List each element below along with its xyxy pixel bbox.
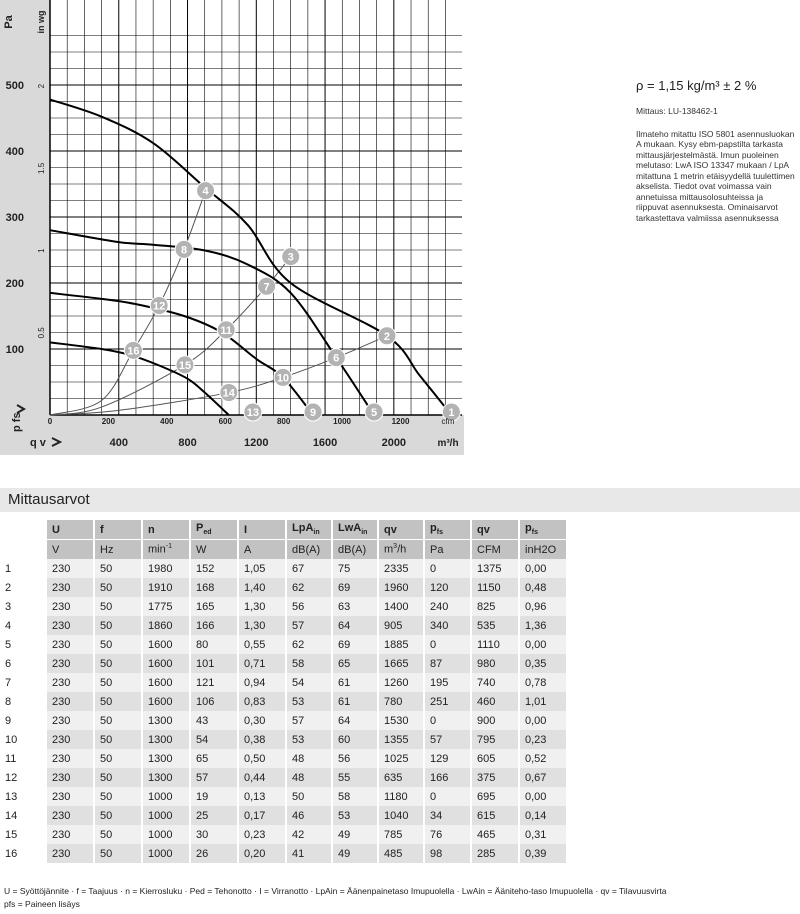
column-unit: dB(A) [286,540,332,560]
table-cell: 63 [332,597,378,616]
table-cell: 485 [378,844,424,863]
column-unit: inH2O [519,540,567,560]
table-cell: 62 [286,635,332,654]
table-row [0,787,567,806]
table-cell: 230 [46,768,94,787]
x-alt-unit-label: cfm [441,417,455,426]
table-cell: 0,20 [238,844,286,863]
table-row [0,692,567,711]
table-cell: 240 [424,597,471,616]
table-cell: 465 [471,825,519,844]
table-cell: 1 [0,559,46,578]
table-cell: 1180 [378,787,424,806]
y-alt-unit-label: in wg [36,10,46,34]
table-cell: 57 [424,730,471,749]
measurement-table [0,520,568,863]
operating-point-label: 14 [222,387,235,400]
table-cell: 2 [0,578,46,597]
table-cell: 50 [286,787,332,806]
operating-point-label: 8 [181,244,188,257]
table-cell: 166 [190,616,238,635]
table-cell: 1860 [142,616,190,635]
table-cell: 11 [0,749,46,768]
table-cell: 1300 [142,711,190,730]
table-cell: 230 [46,635,94,654]
air-density: ρ = 1,15 kg/m³ ± 2 % [636,78,757,93]
table-cell: 50 [94,597,142,616]
table-cell: 166 [424,768,471,787]
column-unit: dB(A) [332,540,378,560]
y-tick-label: 400 [5,146,24,158]
table-cell: 50 [94,806,142,825]
table-cell: 1000 [142,806,190,825]
measurement-ref: Mittaus: LU-138462-1 [636,106,718,116]
table-row [0,806,567,825]
column-header: LwA$_{in}$ [332,520,378,540]
table-cell: 0,50 [238,749,286,768]
table-row [0,768,567,787]
table-cell: 230 [46,749,94,768]
column-unit: Pa [424,540,471,560]
table-cell: 54 [190,730,238,749]
table-cell: 0,13 [238,787,286,806]
table-cell: 230 [46,730,94,749]
operating-point-label: 15 [178,359,192,372]
plot-area [50,0,464,415]
table-row [0,673,567,692]
x-axis-label: q v [30,437,46,449]
table-cell: 56 [286,597,332,616]
table-cell: 50 [94,635,142,654]
column-header: LpA$_{in}$ [286,520,332,540]
table-cell: 65 [332,654,378,673]
footnote-line-2: pfs = Paineen lisäys [4,899,80,909]
table-cell: 695 [471,787,519,806]
table-row [0,559,567,578]
column-unit: Hz [94,540,142,560]
table-header-units [0,540,567,560]
table-cell: 1,40 [238,578,286,597]
table-cell: 57 [286,711,332,730]
x-alt-tick-label: 1200 [391,417,410,426]
footnote [4,885,796,911]
table-cell: 50 [94,692,142,711]
table-cell: 121 [190,673,238,692]
table-cell: 58 [286,654,332,673]
table-cell: 50 [94,616,142,635]
operating-point-label: 6 [333,352,340,365]
table-cell: 26 [190,844,238,863]
x-alt-tick-label: 600 [218,417,232,426]
table-cell: 1600 [142,673,190,692]
column-unit: $\min^{-1}$ [142,540,190,560]
table-cell: 16 [0,844,46,863]
table-cell: 615 [471,806,519,825]
column-header: $p_{fs}$ [519,520,567,540]
table-cell: 76 [424,825,471,844]
table-cell: 12 [0,768,46,787]
table-row [0,635,567,654]
table-cell: 230 [46,711,94,730]
table-cell: 50 [94,711,142,730]
table-cell: 53 [286,730,332,749]
table-row [0,654,567,673]
table-cell: 67 [286,559,332,578]
table-cell: 1775 [142,597,190,616]
table-row [0,711,567,730]
y-tick-label: 300 [5,212,24,224]
column-unit: CFM [471,540,519,560]
table-cell: 230 [46,578,94,597]
table-cell: 0,30 [238,711,286,730]
table-cell: 54 [286,673,332,692]
table-cell: 230 [46,559,94,578]
section-title: Mittausarvot [0,488,800,512]
table-body [0,559,567,863]
table-cell: 0,23 [519,730,567,749]
table-cell: 1300 [142,749,190,768]
table-cell: 1000 [142,825,190,844]
table-cell: 64 [332,616,378,635]
table-cell: 1,30 [238,597,286,616]
table-cell: 0,39 [519,844,567,863]
table-cell: 1025 [378,749,424,768]
table-cell: 0,35 [519,654,567,673]
table-cell: 0,38 [238,730,286,749]
table-cell: 230 [46,616,94,635]
table-cell: 0,23 [238,825,286,844]
table-cell: 10 [0,730,46,749]
table-cell: 53 [332,806,378,825]
table-cell: 0,00 [519,711,567,730]
table-cell: 8 [0,692,46,711]
column-unit: A [238,540,286,560]
table-cell: 48 [286,749,332,768]
table-cell: 230 [46,787,94,806]
table-cell: 0,17 [238,806,286,825]
table-cell: 230 [46,692,94,711]
table-cell: 0,94 [238,673,286,692]
table-cell: 795 [471,730,519,749]
table-cell: 1,36 [519,616,567,635]
table-cell: 0 [424,635,471,654]
x-alt-tick-label: 200 [101,417,116,426]
table-cell: 605 [471,749,519,768]
table-cell: 50 [94,578,142,597]
operating-point-label: 3 [287,251,294,264]
table-header-names [0,520,567,540]
table-cell: 98 [424,844,471,863]
operating-point-label: 7 [263,281,270,294]
table-cell: 14 [0,806,46,825]
operating-point-label: 11 [220,324,233,337]
table-row [0,730,567,749]
table-cell: 62 [286,578,332,597]
column-header: n [142,520,190,540]
table-cell: 50 [94,825,142,844]
info-panel [636,78,796,223]
column-header: qv [471,520,519,540]
table-cell: 0,14 [519,806,567,825]
table-row [0,825,567,844]
table-cell: 1980 [142,559,190,578]
table-cell: 0,96 [519,597,567,616]
table-cell: 34 [424,806,471,825]
x-alt-tick-label: 800 [276,417,291,426]
table-cell: 1,30 [238,616,286,635]
table-cell: 1885 [378,635,424,654]
measurement-description: Ilmateho mitattu ISO 5801 asennusluokan A mukaan. Kysy ebm-papstilta tarkasta mittausjärjestelmästä. Imun puoleinen melutaso: LwA ISO 13347 mukaan / LpA mitattuna 1 metrin etäisyydellä tuulettimen akselista. Tiedot ovat voimassa vain annetuissa mittausolosuhteissa ja riippuvat asennuksesta. Ominaisarvot tarkastettava valmiissa asennuksessa [636,128,795,223]
table-cell: 285 [471,844,519,863]
table-cell: 375 [471,768,519,787]
x-unit-label: m³/h [437,438,459,449]
table-cell: 1110 [471,635,519,654]
y-tick-label: 100 [5,344,24,356]
operating-point-label: 16 [127,345,140,358]
table-row [0,616,567,635]
x-alt-tick-label: 400 [160,417,174,426]
table-cell: 1960 [378,578,424,597]
table-cell: 42 [286,825,332,844]
y-axis-label: p fs [11,412,23,432]
table-cell: 43 [190,711,238,730]
table-cell: 61 [332,692,378,711]
table-cell: 1,01 [519,692,567,711]
table-cell: 6 [0,654,46,673]
table-row [0,597,567,616]
table-cell: 230 [46,844,94,863]
table-cell: 50 [94,559,142,578]
table-cell: 635 [378,768,424,787]
table-cell: 50 [94,844,142,863]
table-cell: 230 [46,825,94,844]
table-cell: 61 [332,673,378,692]
table-cell: 2335 [378,559,424,578]
table-cell: 58 [332,787,378,806]
table-cell: 64 [332,711,378,730]
table-row [0,844,567,863]
table-cell: 1400 [378,597,424,616]
table-cell: 535 [471,616,519,635]
table-cell: 1600 [142,692,190,711]
table-cell: 50 [94,768,142,787]
table-cell: 69 [332,635,378,654]
table-cell: 75 [332,559,378,578]
y-alt-tick-label: 1 [37,248,46,253]
table-cell: 13 [0,787,46,806]
table-cell: 1300 [142,768,190,787]
table-cell: 49 [332,825,378,844]
table-cell: 825 [471,597,519,616]
column-unit: W [190,540,238,560]
table-cell: 49 [332,844,378,863]
x-tick-label: 800 [178,437,197,449]
table-cell: 780 [378,692,424,711]
table-cell: 50 [94,654,142,673]
operating-point-label: 13 [246,407,259,419]
table-cell: 1375 [471,559,519,578]
table-cell: 9 [0,711,46,730]
table-cell: 106 [190,692,238,711]
table-cell: 1040 [378,806,424,825]
table-cell: 1910 [142,578,190,597]
table-cell: 50 [94,673,142,692]
table-cell: 980 [471,654,519,673]
table-cell: 30 [190,825,238,844]
table-cell: 0 [424,559,471,578]
x-tick-label: 2000 [381,437,407,449]
table-cell: 4 [0,616,46,635]
table-cell: 340 [424,616,471,635]
table-cell: 5 [0,635,46,654]
table-cell: 0,31 [519,825,567,844]
column-header: f [94,520,142,540]
table-cell: 905 [378,616,424,635]
table-cell: 168 [190,578,238,597]
operating-point-label: 9 [309,407,317,419]
x-tick-label: 1600 [312,437,338,449]
table-cell: 1000 [142,787,190,806]
table-cell: 230 [46,654,94,673]
y-unit-label: Pa [3,15,15,29]
column-header: qv [378,520,424,540]
table-cell: 0,48 [519,578,567,597]
table-cell: 165 [190,597,238,616]
table-cell: 19 [190,787,238,806]
table-cell: 50 [94,730,142,749]
y-alt-tick-label: 1.5 [37,162,46,174]
table-cell: 1600 [142,635,190,654]
table-cell: 1000 [142,844,190,863]
table-cell: 65 [190,749,238,768]
table-cell: 57 [286,616,332,635]
operating-point-label: 2 [383,330,391,343]
table-cell: 0,00 [519,787,567,806]
table-cell: 129 [424,749,471,768]
table-cell: 3 [0,597,46,616]
table-cell: 15 [0,825,46,844]
table-cell: 0,78 [519,673,567,692]
table-cell: 101 [190,654,238,673]
y-tick-label: 500 [5,80,24,92]
table-cell: 41 [286,844,332,863]
table-cell: 195 [424,673,471,692]
table-cell: 1665 [378,654,424,673]
column-unit: $m^3/h$ [378,540,424,560]
table-cell: 25 [190,806,238,825]
table-cell: 0,67 [519,768,567,787]
table-cell: 0,71 [238,654,286,673]
table-cell: 50 [94,787,142,806]
table-cell: 0,00 [519,559,567,578]
table-cell: 230 [46,673,94,692]
column-header: U [46,520,94,540]
table-cell: 53 [286,692,332,711]
table-cell: 1150 [471,578,519,597]
table-row [0,749,567,768]
x-tick-label: 1200 [244,437,269,449]
table-cell: 785 [378,825,424,844]
operating-point-label: 1 [448,407,455,419]
table-cell: 0 [424,787,471,806]
table-cell: 50 [94,749,142,768]
table-cell: 1260 [378,673,424,692]
operating-point-label: 12 [153,300,166,313]
table-cell: 230 [46,806,94,825]
table-cell: 1300 [142,730,190,749]
table-cell: 0,00 [519,635,567,654]
footnote-line-1: U = Syöttöjännite · f = Taajuus · n = Kierrosluku · Ped = Tehonotto · I = Virranotto · LpAin = Äänenpainetaso Imupuolella · LwAin = Ääniteho-taso Imupuolella · qv = Tilavuusvirta [4,886,667,896]
operating-point-label: 5 [370,407,378,419]
table-cell: 0,52 [519,749,567,768]
table-cell: 80 [190,635,238,654]
column-header: $p_{fs}$ [424,520,471,540]
x-tick-label: 400 [109,437,128,449]
table-row [0,578,567,597]
table-cell: 251 [424,692,471,711]
table-cell: 87 [424,654,471,673]
table-cell: 0,83 [238,692,286,711]
table-cell: 120 [424,578,471,597]
table-cell: 57 [190,768,238,787]
table-cell: 460 [471,692,519,711]
table-cell: 55 [332,768,378,787]
y-tick-label: 200 [5,278,24,290]
column-header: $P_{ed}$ [190,520,238,540]
table-cell: 0,44 [238,768,286,787]
table-cell: 1600 [142,654,190,673]
table-cell: 900 [471,711,519,730]
table-cell: 48 [286,768,332,787]
operating-point-label: 10 [276,372,290,385]
table-cell: 1355 [378,730,424,749]
table-cell: 230 [46,597,94,616]
x-alt-tick-label: 0 [47,417,53,426]
y-alt-tick-label: 2 [37,83,46,89]
x-alt-tick-label: 1000 [333,417,351,426]
column-unit: V [46,540,94,560]
table-cell: 740 [471,673,519,692]
table-cell: 1530 [378,711,424,730]
table-cell: 152 [190,559,238,578]
column-header: I [238,520,286,540]
table-cell: 0 [424,711,471,730]
table-cell: 69 [332,578,378,597]
table-cell: 60 [332,730,378,749]
table-cell: 0,55 [238,635,286,654]
y-alt-tick-label: 0.5 [37,327,46,339]
table-cell: 56 [332,749,378,768]
table-cell: 46 [286,806,332,825]
operating-point-label: 4 [202,185,209,198]
table-cell: 1,05 [238,559,286,578]
table-cell: 7 [0,673,46,692]
